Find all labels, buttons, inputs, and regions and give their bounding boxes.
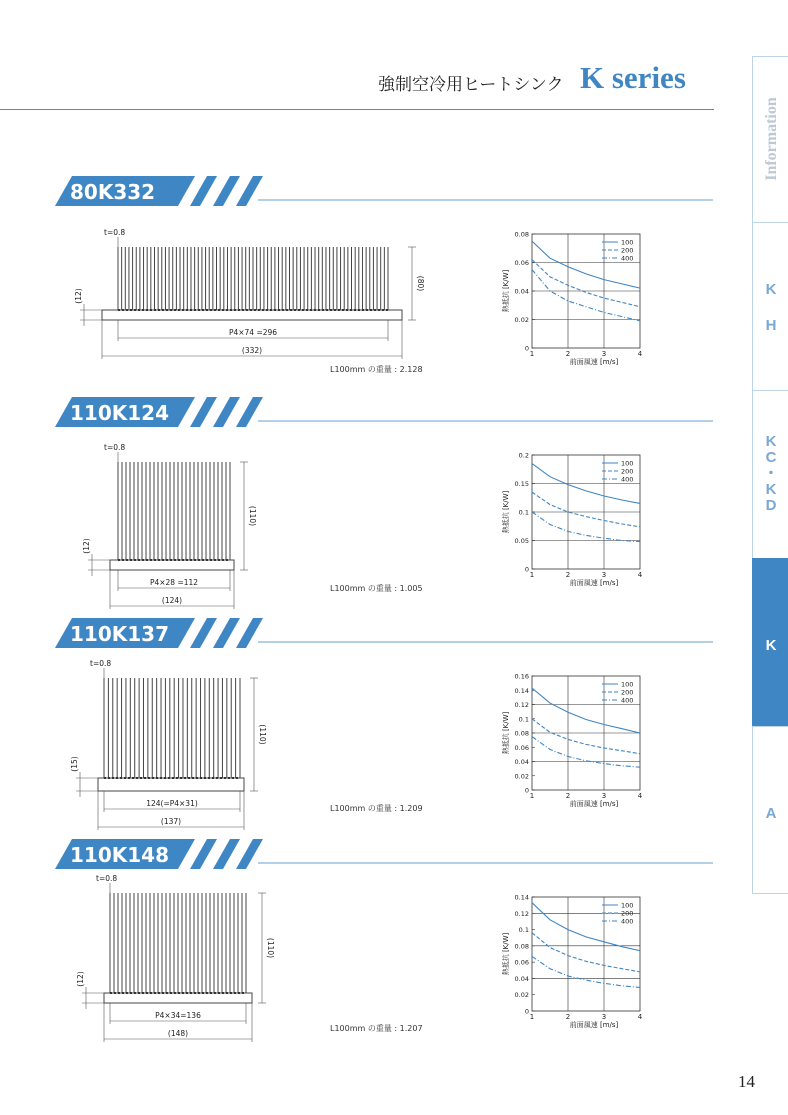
y-tick-label: 0 bbox=[524, 565, 529, 574]
sidebar-tab-a-l1: A bbox=[765, 805, 777, 822]
x-tick-label: 3 bbox=[601, 571, 607, 579]
x-tick-label: 3 bbox=[601, 1013, 607, 1021]
sidebar-tab-kckd-l2: C bbox=[765, 449, 777, 466]
section-banner bbox=[55, 618, 713, 648]
thermal-resistance-chart bbox=[501, 231, 643, 367]
y-tick-label: 0.1 bbox=[518, 926, 529, 935]
y-tick-label: 0.02 bbox=[514, 772, 529, 781]
y-tick-label: 0 bbox=[524, 786, 529, 795]
sidebar-tab-k-l1: K bbox=[765, 637, 777, 654]
y-tick-label: 0.08 bbox=[514, 729, 529, 738]
y-tick-label: 0.2 bbox=[518, 451, 529, 460]
x-axis-label: 前面風速 [m/s] bbox=[569, 358, 619, 366]
legend-label: 200 bbox=[621, 467, 634, 476]
legend-label: 400 bbox=[621, 475, 634, 484]
width-label: (148) bbox=[167, 1029, 189, 1038]
pitch-label: P4×28 =112 bbox=[149, 578, 199, 587]
y-tick-label: 0.14 bbox=[514, 686, 529, 695]
y-tick-label: 0.06 bbox=[514, 259, 529, 267]
fin-thickness-label: t=0.8 bbox=[104, 228, 126, 237]
fin-thickness-label: t=0.8 bbox=[90, 659, 112, 668]
legend-label: 200 bbox=[621, 909, 634, 918]
header-title-jp: 強制空冷用ヒートシンク bbox=[378, 75, 564, 95]
width-label: (137) bbox=[160, 817, 182, 826]
x-tick-label: 2 bbox=[565, 792, 571, 800]
y-tick-label: 0.04 bbox=[514, 974, 529, 983]
y-tick-label: 0.15 bbox=[514, 480, 529, 488]
page-number: 14 bbox=[738, 1072, 755, 1091]
x-tick-label: 2 bbox=[565, 571, 571, 579]
sidebar-tab-kh-l1: K bbox=[765, 281, 777, 298]
weight-label: L100mm の重量 : 2.128 bbox=[330, 365, 423, 374]
x-axis-label: 前面風速 [m/s] bbox=[569, 1021, 619, 1029]
sidebar-tab-kckd-l3: ・ bbox=[763, 465, 779, 482]
sidebar-tab-kckd-l5: D bbox=[765, 497, 777, 514]
x-tick-label: 1 bbox=[529, 571, 535, 579]
y-tick-label: 0.06 bbox=[514, 743, 529, 752]
section-banner bbox=[55, 176, 713, 206]
legend-label: 100 bbox=[621, 238, 634, 247]
heatsink-drawing bbox=[70, 659, 267, 830]
pitch-label: P4×74 =296 bbox=[228, 328, 278, 337]
legend-label: 400 bbox=[621, 254, 634, 263]
x-tick-label: 4 bbox=[637, 350, 643, 358]
section-banner bbox=[55, 397, 713, 427]
heatsink-drawing bbox=[82, 443, 257, 609]
base-height-label: (12) bbox=[82, 538, 91, 554]
thermal-resistance-chart bbox=[501, 452, 643, 588]
x-tick-label: 3 bbox=[601, 792, 607, 800]
weight-label: L100mm の重量 : 1.209 bbox=[330, 804, 423, 813]
width-label: (124) bbox=[161, 596, 183, 605]
heatsink-drawing bbox=[76, 874, 275, 1042]
sidebar-tab-kh-l2: H bbox=[765, 317, 777, 334]
y-tick-label: 0.02 bbox=[514, 991, 529, 1000]
section-banner bbox=[55, 839, 713, 869]
heatsink-drawing bbox=[74, 228, 425, 359]
y-tick-label: 0 bbox=[524, 344, 529, 353]
y-tick-label: 0.16 bbox=[514, 672, 529, 681]
weight-label: L100mm の重量 : 1.207 bbox=[330, 1024, 423, 1033]
sidebar-tab-kckd-l4: K bbox=[765, 481, 777, 498]
pitch-label: 124(=P4×31) bbox=[146, 799, 198, 808]
base-height-label: (15) bbox=[70, 756, 79, 772]
x-tick-label: 4 bbox=[637, 571, 643, 579]
x-tick-label: 1 bbox=[529, 792, 535, 800]
legend-label: 200 bbox=[621, 688, 634, 697]
y-tick-label: 0.02 bbox=[514, 316, 529, 324]
y-tick-label: 0.14 bbox=[514, 893, 529, 902]
thermal-resistance-chart bbox=[501, 673, 643, 809]
x-tick-label: 3 bbox=[601, 350, 607, 358]
y-axis-label: 熱抵抗 [K/W] bbox=[502, 932, 510, 976]
height-label: (110) bbox=[258, 724, 267, 745]
legend-label: 100 bbox=[621, 459, 634, 468]
y-tick-label: 0.12 bbox=[514, 701, 529, 709]
y-tick-label: 0.1 bbox=[518, 715, 529, 724]
y-tick-label: 0.08 bbox=[514, 942, 529, 951]
legend-label: 100 bbox=[621, 680, 634, 689]
y-axis-label: 熱抵抗 [K/W] bbox=[502, 269, 510, 313]
y-tick-label: 0 bbox=[524, 1007, 529, 1016]
y-tick-label: 0.08 bbox=[514, 230, 529, 239]
fin-thickness-label: t=0.8 bbox=[104, 443, 126, 452]
height-label: (110) bbox=[266, 937, 275, 959]
legend-label: 400 bbox=[621, 917, 634, 926]
y-axis-label: 熱抵抗 [K/W] bbox=[502, 711, 510, 755]
base-height-label: (12) bbox=[76, 971, 85, 987]
pitch-label: P4×34=136 bbox=[155, 1011, 201, 1020]
y-tick-label: 0.04 bbox=[514, 758, 529, 766]
y-tick-label: 0.05 bbox=[514, 537, 529, 545]
product-name: 80K332 bbox=[70, 180, 156, 204]
x-tick-label: 2 bbox=[565, 1013, 571, 1021]
product-name: 110K148 bbox=[70, 843, 169, 867]
height-label: (110) bbox=[248, 505, 257, 527]
legend-label: 100 bbox=[621, 901, 634, 910]
fin-thickness-label: t=0.8 bbox=[96, 874, 118, 883]
width-label: (332) bbox=[241, 346, 263, 355]
x-tick-label: 1 bbox=[529, 1013, 535, 1021]
y-tick-label: 0.1 bbox=[518, 508, 529, 517]
sidebar-tab-kckd-l1: K bbox=[765, 433, 777, 450]
y-tick-label: 0.12 bbox=[514, 909, 529, 918]
y-axis-label: 熱抵抗 [K/W] bbox=[502, 490, 510, 534]
x-tick-label: 1 bbox=[529, 350, 535, 358]
y-tick-label: 0.04 bbox=[514, 287, 529, 296]
x-tick-label: 4 bbox=[637, 792, 643, 800]
product-name: 110K137 bbox=[70, 622, 169, 646]
series-title: K series bbox=[580, 60, 686, 95]
product-name: 110K124 bbox=[70, 401, 169, 425]
x-tick-label: 2 bbox=[565, 350, 571, 358]
y-tick-label: 0.06 bbox=[514, 958, 529, 967]
base-height-label: (12) bbox=[74, 288, 83, 304]
height-label: (80) bbox=[416, 275, 425, 292]
x-axis-label: 前面風速 [m/s] bbox=[569, 800, 619, 808]
weight-label: L100mm の重量 : 1.005 bbox=[330, 584, 423, 593]
thermal-resistance-chart bbox=[501, 894, 643, 1030]
legend-label: 400 bbox=[621, 696, 634, 705]
sidebar-tab-information-label: Information bbox=[763, 97, 780, 181]
x-axis-label: 前面風速 [m/s] bbox=[569, 579, 619, 587]
x-tick-label: 4 bbox=[637, 1013, 643, 1021]
legend-label: 200 bbox=[621, 246, 634, 255]
